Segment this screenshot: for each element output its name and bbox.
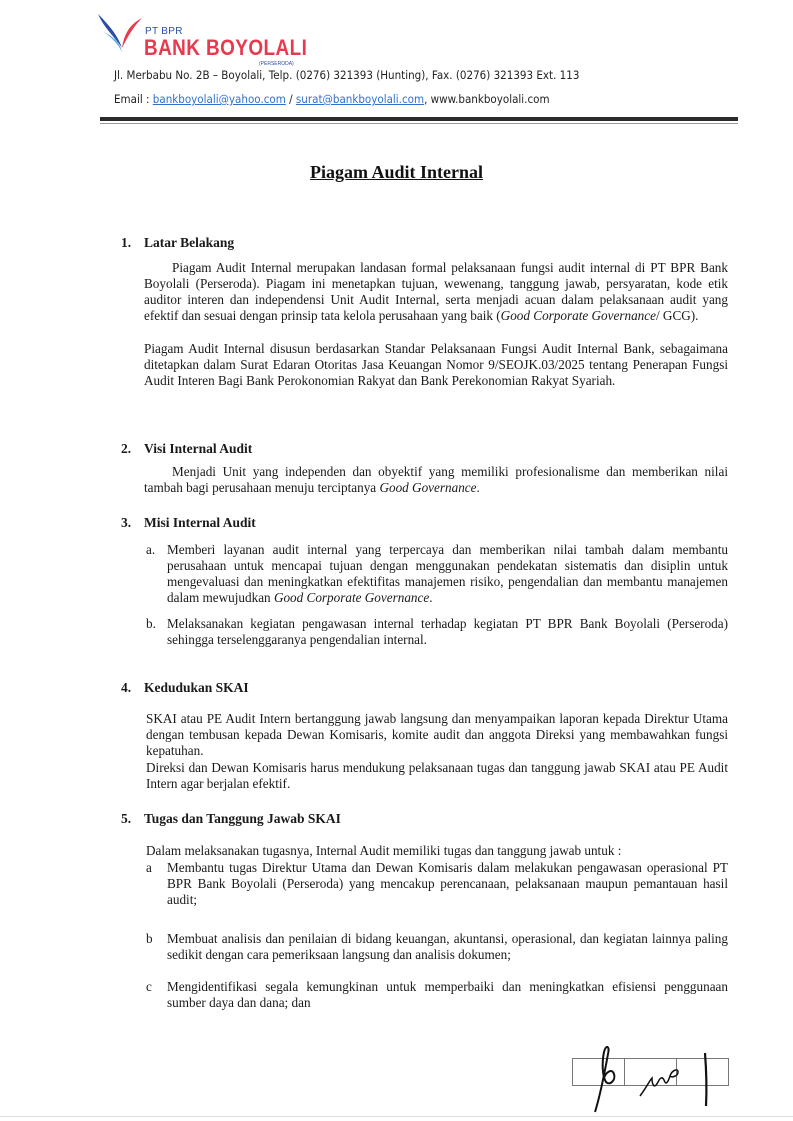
website-separator: , <box>424 92 431 106</box>
section-1-paragraph-2: Piagam Audit Internal disusun berdasarkan Standar Pelaksanaan Fungsi Audit Internal Bank, sebagaimana ditetapkan dalam Surat Edaran Otoritas Jasa Keuangan Nomor 9/SEOJK.03/2025 tentang Penerapan Fungsi Audit Interen Bagi Bank Perokonomian Rakyat dan Bank Perekonomian Rakyat Syariah. <box>144 341 728 388</box>
section-heading-kedudukan: 4. Kedudukan SKAI <box>121 680 249 695</box>
logo-swoosh-icon <box>96 10 146 55</box>
bank-logo <box>96 10 316 67</box>
section-heading-latar-belakang: 1. Latar Belakang <box>121 235 235 250</box>
letterhead-divider-thin <box>100 123 738 124</box>
letterhead-divider-thick <box>100 117 738 121</box>
letterhead-address: Jl. Merbabu No. 2B – Boyolali, Telp. (0276) 321393 (Hunting), Fax. (0276) 321393 Ext. 113 <box>114 68 580 82</box>
email-separator: / <box>285 92 296 106</box>
document-page: PT BPR BANK BOYOLALI (PERSERODA) Jl. Merbabu No. 2B – Boyolali, Telp. (0276) 321393 (Hunting), Fax. (0276) 321393 Ext. 113 Email : bankboyolali@yahoo.com / surat@bankboyolali.com, www.bankboyolali.com Piagam Audit Internal 1. Latar Belakang Piagam Audit Internal merupakan landasan formal pelaksanaan fungsi audit internal di PT BPR Bank Boyolali (Perseroda). Piagam ini menetapkan tujuan, wewenang, tanggung jawab, persyaratan, kode etik auditor interen dan independensi Unit Audit Internal, serta menjadi acuan dalam pelaksanaan audit yang efektif dan sesuai dengan prinsip tata kelola perusahaan yang baik (Good Corporate Governance/ GCG). Piagam Audit Internal disusun berdasarkan Standar Pelaksanaan Fungsi Audit Internal Bank, sebagaimana ditetapkan dalam Surat Edaran Otoritas Jasa Keuangan Nomor 9/SEOJK.03/2025 tentang Penerapan Fungsi Audit Interen Bagi Bank Perokonomian Rakyat dan Bank Perekonomian Rakyat Syariah. 2. Visi Internal Audit Menjadi Unit yang independen dan obyektif yang memiliki profesionalisme dan memberikan nilai tambah bagi perusahaan menuju terciptanya Good Governance. 3. Misi Internal Audit a. Memberi layanan audit internal yang terpercaya dan memberikan nilai tambah dalam membantu perusahaan untuk mencapai tujuan dengan menggunakan pendekatan sistematis dan disiplin untuk mengevaluasi dan meningkatkan efektifitas manajemen risiko, pengendalian dan membantu manajemen dalam mewujudkan Good Corporate Governance. b. Melaksanakan kegiatan pengawasan internal terhadap kegiatan PT BPR Bank Boyolali (Perseroda) sehingga terselenggaranya pengendalian internal. 4. Kedudukan SKAI SKAI atau PE Audit Intern bertanggung jawab langsung dan menyampaikan laporan kepada Direktur Utama dengan tembusan kepada Dewan Komisaris, komite audit dan anggota Direksi yang membawahkan fungsi kepatuhan. Direksi dan Dewan Komisaris harus mendukung pelaksanaan tugas dan tanggung jawab SKAI atau PE Audit Intern agar berjalan efektif. 5. Tugas dan Tanggung Jawab SKAI Dalam melaksanakan tugasnya, Internal Audit memiliki tugas dan tanggung jawab untuk : a Membantu tugas Direktur Utama dan Dewan Komisaris dalam melakukan pengawasan operasional PT BPR Bank Boyolali (Perseroda) yang mencakup perencanaan, pelaksanaan maupun pemantauan hasil audit; b Membuat analisis dan penilaian di bidang keuangan, akuntansi, operasional, dan kegiatan lainnya paling sedikit dengan cara pemeriksaan langsung dan analisis dokumen; c Mengidentifikasi segala kemungkinan untuk memperbaiki dan meningkatkan efisiensi penggunaan sumber daya dan dana; dan <box>0 0 793 1121</box>
section-4-paragraph-1: SKAI atau PE Audit Intern bertanggung jawab langsung dan menyampaikan laporan kepada Direktur Utama dengan tembusan kepada Dewan Komisaris, komite audit dan anggota Direksi yang membawahkan fungsi kepatuhan. <box>146 711 728 758</box>
logo-prefix: PT BPR <box>145 26 183 37</box>
initials-block <box>572 1058 729 1085</box>
website-text: www.bankboyolali.com <box>430 92 550 106</box>
section-heading-misi: 3. Misi Internal Audit <box>121 515 256 530</box>
page-bottom-edge <box>0 1116 793 1117</box>
letterhead-contact <box>114 92 550 106</box>
section-1-paragraph-1: Piagam Audit Internal merupakan landasan formal pelaksanaan fungsi audit internal di PT BPR Bank Boyolali (Perseroda). Piagam ini menetapkan tujuan, wewenang, tanggung jawab, persyaratan, kode etik auditor interen dan independensi Unit Audit Internal, serta menjadi acuan dalam pelaksanaan audit yang efektif dan sesuai dengan prinsip tata kelola perusahaan yang baik (Good Corporate Governance/ GCG). <box>144 260 728 323</box>
document-title: Piagam Audit Internal <box>309 162 483 182</box>
section-heading-visi: 2. Visi Internal Audit <box>121 441 253 456</box>
logo-name: BANK BOYOLALI <box>144 35 308 60</box>
signature-initials-icon <box>562 1036 742 1116</box>
section-2-paragraph: Menjadi Unit yang independen dan obyektif yang memiliki profesionalisme dan memberikan nilai tambah bagi perusahaan menuju terciptanya Good Governance. <box>144 464 728 495</box>
section-heading-tugas: 5. Tugas dan Tanggung Jawab SKAI <box>121 811 341 826</box>
email-label: Email : <box>114 92 153 106</box>
email-link-yahoo[interactable]: bankboyolali@yahoo.com <box>152 92 286 106</box>
email-link-surat[interactable]: surat@bankboyolali.com <box>295 92 425 106</box>
section-5-intro: Dalam melaksanakan tugasnya, Internal Audit memiliki tugas dan tanggung jawab untuk : <box>146 843 622 858</box>
section-4-paragraph-2: Direksi dan Dewan Komisaris harus mendukung pelaksanaan tugas dan tanggung jawab SKAI atau PE Audit Intern agar berjalan efektif. <box>146 760 728 791</box>
logo-suffix: (PERSERODA) <box>259 61 294 67</box>
